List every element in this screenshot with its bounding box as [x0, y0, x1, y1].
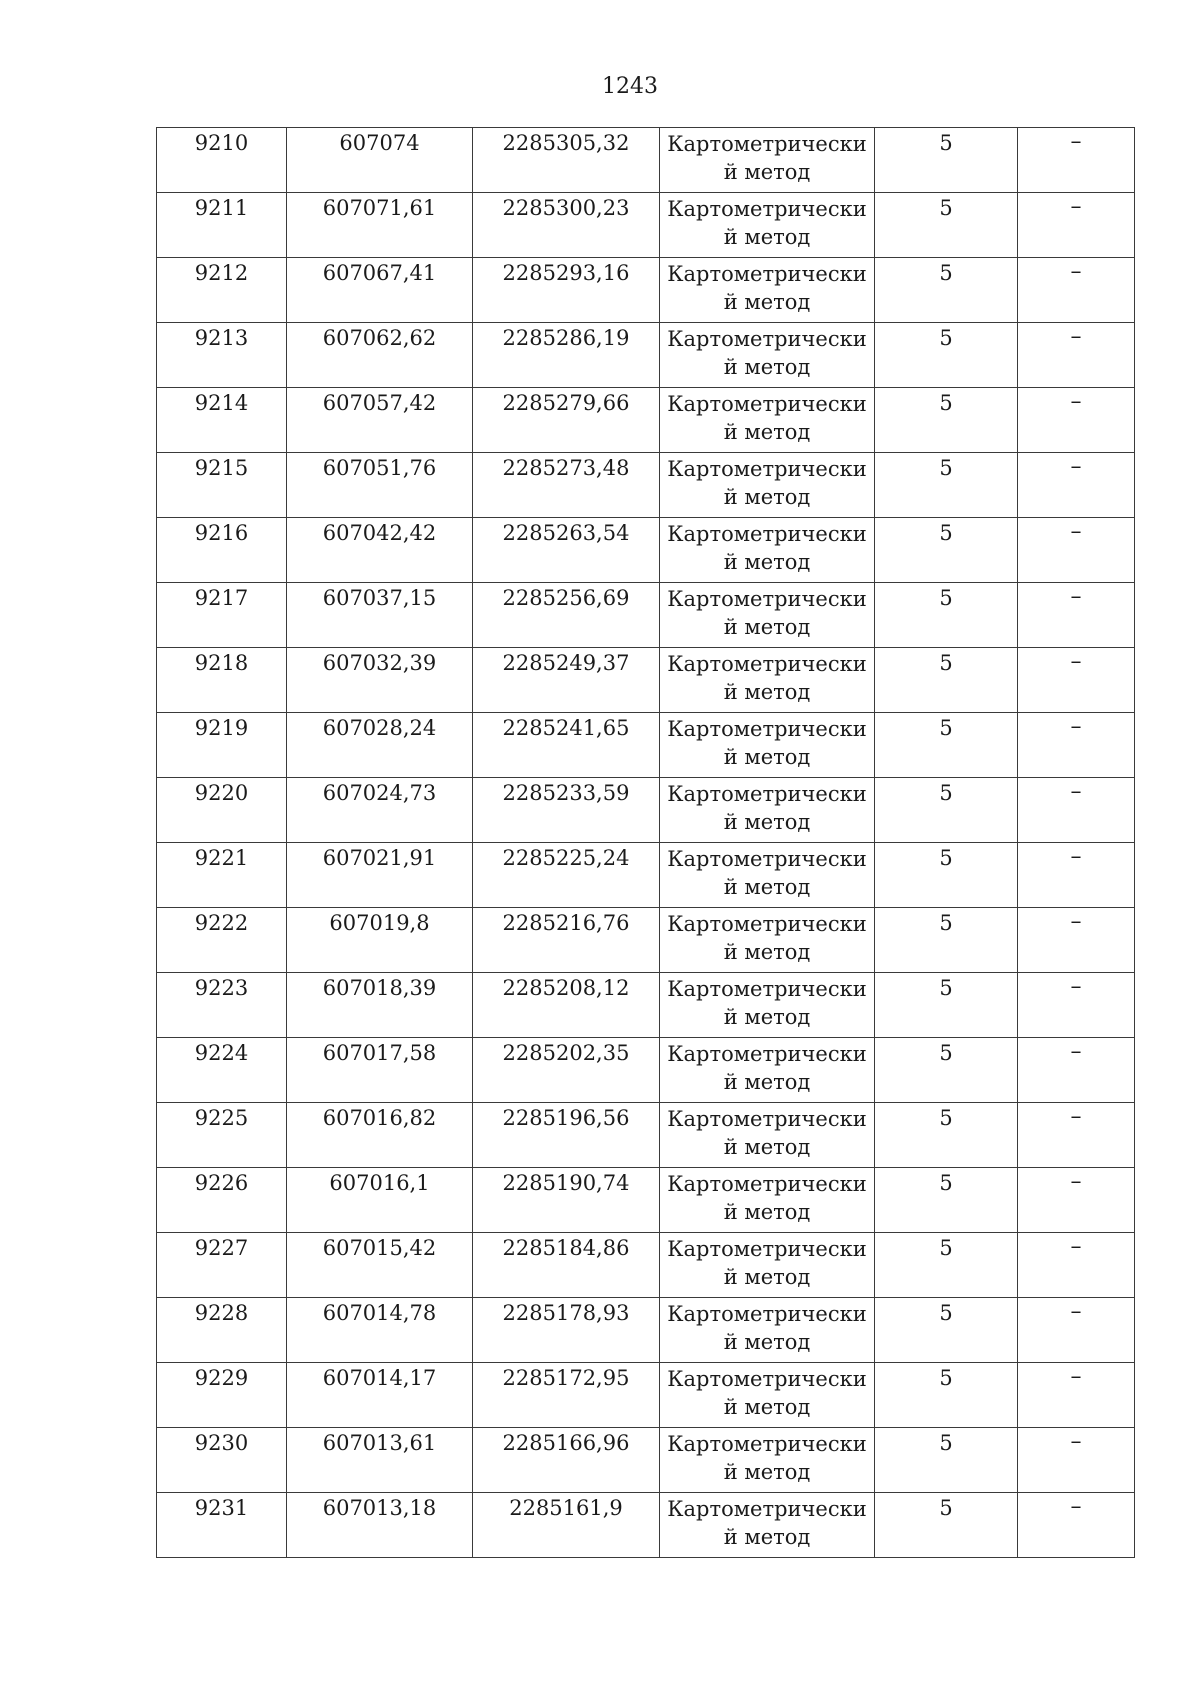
y-coordinate-cell-text: 2285249,37: [502, 651, 630, 675]
method-cell: [660, 258, 875, 323]
accuracy-cell: [875, 1493, 1018, 1558]
point-number-cell: [157, 778, 287, 843]
point-number-cell: [157, 453, 287, 518]
point-number-cell-text: 9219: [194, 716, 249, 740]
note-cell-text: –: [1070, 194, 1082, 219]
method-cell: [660, 388, 875, 453]
y-coordinate-cell: [473, 908, 660, 973]
x-coordinate-cell-text: 607013,61: [322, 1431, 437, 1455]
y-coordinate-cell: [473, 713, 660, 778]
method-cell: [660, 128, 875, 193]
accuracy-cell-text: 5: [939, 1496, 953, 1520]
point-number-cell: [157, 518, 287, 583]
method-cell: [660, 648, 875, 713]
x-coordinate-cell: [287, 1168, 473, 1233]
y-coordinate-cell-text: 2285225,24: [502, 846, 630, 870]
x-coordinate-cell: [287, 518, 473, 583]
table-row: [157, 453, 1135, 518]
point-number-cell-text: 9221: [194, 846, 249, 870]
y-coordinate-cell: [473, 973, 660, 1038]
table-row: [157, 973, 1135, 1038]
table-row: [157, 518, 1135, 583]
x-coordinate-cell: [287, 1038, 473, 1103]
method-cell: [660, 843, 875, 908]
table-row: [157, 713, 1135, 778]
note-cell: [1018, 323, 1135, 388]
point-number-cell: [157, 388, 287, 453]
y-coordinate-cell-text: 2285293,16: [502, 261, 630, 285]
y-coordinate-cell-text: 2285300,23: [502, 196, 630, 220]
method-cell: [660, 713, 875, 778]
y-coordinate-cell: [473, 128, 660, 193]
note-cell-text: –: [1070, 519, 1082, 544]
x-coordinate-cell-text: 607042,42: [322, 521, 437, 545]
note-cell-text: –: [1070, 1234, 1082, 1259]
x-coordinate-cell-text: 607019,8: [329, 911, 430, 935]
table-row: [157, 778, 1135, 843]
y-coordinate-cell-text: 2285172,95: [502, 1366, 630, 1390]
point-number-cell-text: 9228: [194, 1301, 249, 1325]
accuracy-cell: [875, 1038, 1018, 1103]
accuracy-cell-text: 5: [939, 586, 953, 610]
x-coordinate-cell: [287, 193, 473, 258]
accuracy-cell: [875, 193, 1018, 258]
point-number-cell: [157, 1038, 287, 1103]
method-cell-text: Картометрически й метод: [667, 782, 867, 834]
x-coordinate-cell-text: 607013,18: [322, 1496, 437, 1520]
method-cell-text: Картометрически й метод: [667, 197, 867, 249]
method-cell-text: Картометрически й метод: [667, 132, 867, 184]
x-coordinate-cell: [287, 128, 473, 193]
method-cell-text: Картометрически й метод: [667, 587, 867, 639]
x-coordinate-cell: [287, 1233, 473, 1298]
x-coordinate-cell-text: 607051,76: [322, 456, 437, 480]
point-number-cell: [157, 258, 287, 323]
y-coordinate-cell-text: 2285305,32: [502, 131, 630, 155]
point-number-cell-text: 9229: [194, 1366, 249, 1390]
method-cell-text: Картометрически й метод: [667, 1172, 867, 1224]
note-cell: [1018, 1428, 1135, 1493]
coordinates-table-body: [157, 128, 1135, 1558]
note-cell: [1018, 1038, 1135, 1103]
method-cell: [660, 1493, 875, 1558]
accuracy-cell-text: 5: [939, 651, 953, 675]
point-number-cell: [157, 1233, 287, 1298]
y-coordinate-cell: [473, 323, 660, 388]
x-coordinate-cell: [287, 648, 473, 713]
x-coordinate-cell: [287, 1298, 473, 1363]
accuracy-cell-text: 5: [939, 1301, 953, 1325]
note-cell-text: –: [1070, 974, 1082, 999]
y-coordinate-cell-text: 2285241,65: [502, 716, 630, 740]
note-cell: [1018, 713, 1135, 778]
table-row: [157, 1168, 1135, 1233]
point-number-cell-text: 9226: [194, 1171, 249, 1195]
point-number-cell-text: 9216: [194, 521, 249, 545]
table-row: [157, 1298, 1135, 1363]
accuracy-cell: [875, 583, 1018, 648]
note-cell: [1018, 1233, 1135, 1298]
method-cell: [660, 908, 875, 973]
accuracy-cell: [875, 1103, 1018, 1168]
point-number-cell: [157, 713, 287, 778]
note-cell: [1018, 258, 1135, 323]
x-coordinate-cell-text: 607032,39: [322, 651, 437, 675]
note-cell-text: –: [1070, 454, 1082, 479]
note-cell-text: –: [1070, 909, 1082, 934]
note-cell: [1018, 1103, 1135, 1168]
y-coordinate-cell-text: 2285166,96: [502, 1431, 630, 1455]
note-cell-text: –: [1070, 844, 1082, 869]
method-cell-text: Картометрически й метод: [667, 1497, 867, 1549]
point-number-cell-text: 9217: [194, 586, 249, 610]
note-cell: [1018, 1298, 1135, 1363]
method-cell: [660, 1298, 875, 1363]
x-coordinate-cell-text: 607014,78: [322, 1301, 437, 1325]
method-cell-text: Картометрически й метод: [667, 912, 867, 964]
note-cell: [1018, 1493, 1135, 1558]
method-cell-text: Картометрически й метод: [667, 1302, 867, 1354]
table-row: [157, 1363, 1135, 1428]
accuracy-cell: [875, 258, 1018, 323]
y-coordinate-cell: [473, 843, 660, 908]
x-coordinate-cell: [287, 778, 473, 843]
note-cell: [1018, 843, 1135, 908]
point-number-cell: [157, 128, 287, 193]
accuracy-cell-text: 5: [939, 1431, 953, 1455]
method-cell: [660, 973, 875, 1038]
accuracy-cell-text: 5: [939, 326, 953, 350]
note-cell: [1018, 518, 1135, 583]
note-cell: [1018, 453, 1135, 518]
x-coordinate-cell: [287, 453, 473, 518]
table-row: [157, 583, 1135, 648]
note-cell-text: –: [1070, 1039, 1082, 1064]
note-cell-text: –: [1070, 1104, 1082, 1129]
table-row: [157, 388, 1135, 453]
point-number-cell-text: 9227: [194, 1236, 249, 1260]
accuracy-cell: [875, 1168, 1018, 1233]
y-coordinate-cell-text: 2285196,56: [502, 1106, 630, 1130]
x-coordinate-cell-text: 607016,82: [322, 1106, 437, 1130]
table-row: [157, 323, 1135, 388]
note-cell-text: –: [1070, 129, 1082, 154]
note-cell-text: –: [1070, 1169, 1082, 1194]
accuracy-cell: [875, 973, 1018, 1038]
y-coordinate-cell-text: 2285286,19: [502, 326, 630, 350]
point-number-cell-text: 9223: [194, 976, 249, 1000]
method-cell-text: Картометрически й метод: [667, 392, 867, 444]
method-cell-text: Картометрически й метод: [667, 1432, 867, 1484]
accuracy-cell-text: 5: [939, 1366, 953, 1390]
note-cell-text: –: [1070, 324, 1082, 349]
accuracy-cell-text: 5: [939, 261, 953, 285]
point-number-cell-text: 9224: [194, 1041, 249, 1065]
y-coordinate-cell-text: 2285273,48: [502, 456, 630, 480]
method-cell: [660, 1363, 875, 1428]
method-cell-text: Картометрически й метод: [667, 1367, 867, 1419]
table-row: [157, 908, 1135, 973]
y-coordinate-cell: [473, 648, 660, 713]
y-coordinate-cell: [473, 778, 660, 843]
x-coordinate-cell: [287, 258, 473, 323]
x-coordinate-cell: [287, 973, 473, 1038]
point-number-cell: [157, 1493, 287, 1558]
accuracy-cell-text: 5: [939, 1236, 953, 1260]
x-coordinate-cell-text: 607071,61: [322, 196, 437, 220]
accuracy-cell-text: 5: [939, 716, 953, 740]
table-row: [157, 258, 1135, 323]
method-cell: [660, 323, 875, 388]
point-number-cell: [157, 1103, 287, 1168]
y-coordinate-cell-text: 2285184,86: [502, 1236, 630, 1260]
accuracy-cell-text: 5: [939, 846, 953, 870]
x-coordinate-cell-text: 607016,1: [329, 1171, 430, 1195]
table-row: [157, 1428, 1135, 1493]
note-cell: [1018, 193, 1135, 258]
accuracy-cell-text: 5: [939, 781, 953, 805]
point-number-cell-text: 9218: [194, 651, 249, 675]
table-row: [157, 128, 1135, 193]
point-number-cell-text: 9222: [194, 911, 249, 935]
y-coordinate-cell: [473, 1168, 660, 1233]
x-coordinate-cell-text: 607057,42: [322, 391, 437, 415]
y-coordinate-cell: [473, 518, 660, 583]
y-coordinate-cell: [473, 1493, 660, 1558]
note-cell: [1018, 973, 1135, 1038]
point-number-cell-text: 9230: [194, 1431, 249, 1455]
point-number-cell: [157, 1298, 287, 1363]
method-cell-text: Картометрически й метод: [667, 652, 867, 704]
point-number-cell-text: 9214: [194, 391, 249, 415]
x-coordinate-cell-text: 607014,17: [322, 1366, 437, 1390]
method-cell-text: Картометрически й метод: [667, 522, 867, 574]
method-cell-text: Картометрически й метод: [667, 1107, 867, 1159]
note-cell: [1018, 908, 1135, 973]
point-number-cell-text: 9225: [194, 1106, 249, 1130]
x-coordinate-cell: [287, 1428, 473, 1493]
method-cell-text: Картометрически й метод: [667, 1042, 867, 1094]
table-row: [157, 648, 1135, 713]
accuracy-cell-text: 5: [939, 196, 953, 220]
point-number-cell: [157, 193, 287, 258]
y-coordinate-cell: [473, 1233, 660, 1298]
point-number-cell-text: 9210: [194, 131, 249, 155]
note-cell: [1018, 648, 1135, 713]
y-coordinate-cell: [473, 583, 660, 648]
table-row: [157, 1103, 1135, 1168]
page-number: 1243: [602, 74, 658, 99]
point-number-cell-text: 9212: [194, 261, 249, 285]
x-coordinate-cell-text: 607017,58: [322, 1041, 437, 1065]
y-coordinate-cell: [473, 1428, 660, 1493]
accuracy-cell: [875, 908, 1018, 973]
x-coordinate-cell: [287, 1103, 473, 1168]
x-coordinate-cell-text: 607024,73: [322, 781, 437, 805]
accuracy-cell-text: 5: [939, 911, 953, 935]
accuracy-cell: [875, 323, 1018, 388]
coordinates-table: [156, 127, 1135, 1558]
y-coordinate-cell: [473, 258, 660, 323]
accuracy-cell: [875, 843, 1018, 908]
x-coordinate-cell: [287, 908, 473, 973]
x-coordinate-cell: [287, 843, 473, 908]
x-coordinate-cell: [287, 1363, 473, 1428]
accuracy-cell-text: 5: [939, 391, 953, 415]
table-row: [157, 1493, 1135, 1558]
x-coordinate-cell-text: 607067,41: [322, 261, 437, 285]
method-cell: [660, 453, 875, 518]
y-coordinate-cell-text: 2285202,35: [502, 1041, 630, 1065]
point-number-cell: [157, 973, 287, 1038]
method-cell: [660, 778, 875, 843]
table-row: [157, 193, 1135, 258]
y-coordinate-cell-text: 2285279,66: [502, 391, 630, 415]
accuracy-cell: [875, 1233, 1018, 1298]
accuracy-cell-text: 5: [939, 1041, 953, 1065]
x-coordinate-cell-text: 607015,42: [322, 1236, 437, 1260]
x-coordinate-cell-text: 607074: [339, 131, 420, 155]
y-coordinate-cell-text: 2285190,74: [502, 1171, 630, 1195]
y-coordinate-cell: [473, 1363, 660, 1428]
accuracy-cell-text: 5: [939, 521, 953, 545]
point-number-cell: [157, 1168, 287, 1233]
y-coordinate-cell-text: 2285178,93: [502, 1301, 630, 1325]
method-cell: [660, 1103, 875, 1168]
y-coordinate-cell-text: 2285161,9: [509, 1496, 623, 1520]
table-row: [157, 1233, 1135, 1298]
note-cell-text: –: [1070, 1494, 1082, 1519]
y-coordinate-cell-text: 2285256,69: [502, 586, 630, 610]
point-number-cell: [157, 1363, 287, 1428]
accuracy-cell: [875, 518, 1018, 583]
method-cell: [660, 193, 875, 258]
accuracy-cell-text: 5: [939, 1106, 953, 1130]
note-cell: [1018, 1363, 1135, 1428]
x-coordinate-cell: [287, 323, 473, 388]
note-cell-text: –: [1070, 649, 1082, 674]
x-coordinate-cell-text: 607021,91: [322, 846, 437, 870]
table-row: [157, 843, 1135, 908]
accuracy-cell: [875, 453, 1018, 518]
x-coordinate-cell: [287, 1493, 473, 1558]
accuracy-cell-text: 5: [939, 1171, 953, 1195]
point-number-cell: [157, 583, 287, 648]
y-coordinate-cell: [473, 453, 660, 518]
accuracy-cell: [875, 128, 1018, 193]
method-cell: [660, 518, 875, 583]
method-cell: [660, 1038, 875, 1103]
method-cell-text: Картометрически й метод: [667, 847, 867, 899]
point-number-cell-text: 9215: [194, 456, 249, 480]
accuracy-cell: [875, 388, 1018, 453]
table-row: [157, 1038, 1135, 1103]
point-number-cell: [157, 1428, 287, 1493]
y-coordinate-cell: [473, 1103, 660, 1168]
x-coordinate-cell: [287, 713, 473, 778]
note-cell: [1018, 388, 1135, 453]
note-cell-text: –: [1070, 779, 1082, 804]
note-cell-text: –: [1070, 1429, 1082, 1454]
note-cell: [1018, 778, 1135, 843]
x-coordinate-cell-text: 607037,15: [322, 586, 437, 610]
accuracy-cell: [875, 1363, 1018, 1428]
point-number-cell: [157, 648, 287, 713]
y-coordinate-cell: [473, 193, 660, 258]
note-cell-text: –: [1070, 259, 1082, 284]
point-number-cell: [157, 323, 287, 388]
y-coordinate-cell-text: 2285263,54: [502, 521, 630, 545]
y-coordinate-cell: [473, 1038, 660, 1103]
method-cell-text: Картометрически й метод: [667, 1237, 867, 1289]
accuracy-cell-text: 5: [939, 456, 953, 480]
method-cell-text: Картометрически й метод: [667, 262, 867, 314]
accuracy-cell: [875, 1298, 1018, 1363]
note-cell: [1018, 1168, 1135, 1233]
y-coordinate-cell: [473, 388, 660, 453]
note-cell-text: –: [1070, 389, 1082, 414]
x-coordinate-cell-text: 607062,62: [322, 326, 437, 350]
note-cell-text: –: [1070, 1299, 1082, 1324]
x-coordinate-cell-text: 607018,39: [322, 976, 437, 1000]
note-cell-text: –: [1070, 714, 1082, 739]
point-number-cell-text: 9213: [194, 326, 249, 350]
point-number-cell: [157, 908, 287, 973]
point-number-cell-text: 9211: [194, 196, 249, 220]
x-coordinate-cell: [287, 583, 473, 648]
method-cell-text: Картометрически й метод: [667, 977, 867, 1029]
accuracy-cell-text: 5: [939, 131, 953, 155]
method-cell-text: Картометрически й метод: [667, 717, 867, 769]
x-coordinate-cell: [287, 388, 473, 453]
y-coordinate-cell-text: 2285208,12: [502, 976, 630, 1000]
method-cell: [660, 1168, 875, 1233]
y-coordinate-cell-text: 2285233,59: [502, 781, 630, 805]
point-number-cell: [157, 843, 287, 908]
point-number-cell-text: 9220: [194, 781, 249, 805]
method-cell-text: Картометрически й метод: [667, 457, 867, 509]
point-number-cell-text: 9231: [194, 1496, 249, 1520]
note-cell: [1018, 128, 1135, 193]
method-cell: [660, 583, 875, 648]
y-coordinate-cell-text: 2285216,76: [502, 911, 630, 935]
note-cell-text: –: [1070, 584, 1082, 609]
method-cell: [660, 1233, 875, 1298]
note-cell-text: –: [1070, 1364, 1082, 1389]
method-cell-text: Картометрически й метод: [667, 327, 867, 379]
x-coordinate-cell-text: 607028,24: [322, 716, 437, 740]
note-cell: [1018, 583, 1135, 648]
accuracy-cell: [875, 648, 1018, 713]
accuracy-cell-text: 5: [939, 976, 953, 1000]
accuracy-cell: [875, 778, 1018, 843]
accuracy-cell: [875, 1428, 1018, 1493]
method-cell: [660, 1428, 875, 1493]
accuracy-cell: [875, 713, 1018, 778]
y-coordinate-cell: [473, 1298, 660, 1363]
